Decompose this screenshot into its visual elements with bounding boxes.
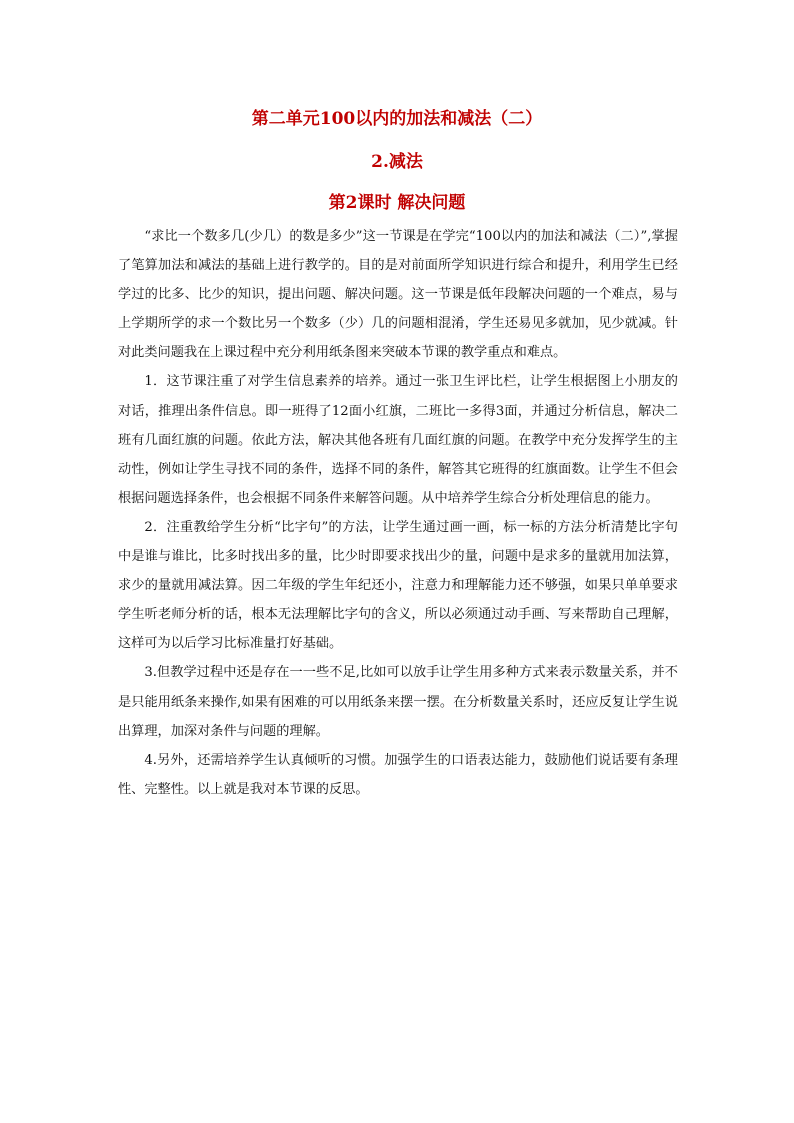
paragraph-point-2: 2．注重教给学生分析“比字句”的方法，让学生通过画一画，标一标的方法分析清楚比字句中是谁与谁比，比多时找出多的量，比少时即要求找出少的量，问题中是求多的量就用加法算，求少的量就用减法算。因二年级的学生年纪还小，注意力和理解能力还不够强，如果只单单要求学生听老师分析的话，根本无法理解比字句的含义，所以必须通过动手画、写来帮助自己理解，这样可为以后学习比标准量打好基础。: [118, 519, 678, 652]
paragraph-intro: “求比一个数多几(少几）的数是多少”这一节课是在学完“100以内的加法和减法（二）”,掌握了笔算加法和减法的基础上进行教学的。目的是对前面所学知识进行综合和提升，利用学生已经学过的比多、比少的知识，提出问题、解决问题。这一节课是低年段解决问题的一个难点，易与上学期所学的求一个数比另一个数多（少）几的问题相混淆，学生还易见多就加，见少就减。针对此类问题我在上课过程中充分利用纸条图来突破本节课的教学重点和难点。: [118, 229, 678, 361]
paragraph-point-4: 4.另外，还需培养学生认真倾听的习惯。加强学生的口语表达能力，鼓励他们说话要有条理性、完整性。以上就是我对本节课的反思。: [118, 752, 678, 797]
lesson-title: 第2课时 解决问题: [328, 193, 466, 213]
paragraph-point-3: 3.但教学过程中还是存在一一些不足,比如可以放手让学生用多种方式来表示数量关系，并不是只能用纸条来操作,如果有困难的可以用纸条来摆一摆。在分析数量关系时，还应反复让学生说出算理，加深对条件与问题的理解。: [118, 665, 678, 739]
section-subtitle: 2.减法: [371, 152, 423, 172]
paragraph-point-1: 1．这节课注重了对学生信息素养的培养。通过一张卫生评比栏，让学生根据图上小朋友的对话，推理出条件信息。即一班得了12面小红旗，二班比一多得3面，并通过分析信息，解决二班有几面红旗的问题。依此方法，解决其他各班有几面红旗的问题。在教学中充分发挥学生的主动性，例如让学生寻找不同的条件，选择不同的条件，解答其它班得的红旗面数。让学生不但会根据问题选择条件，也会根据不同条件来解答问题。从中培养学生综合分析处理信息的能力。: [118, 374, 678, 506]
document-body: [118, 222, 678, 804]
unit-title: 第二单元100以内的加法和减法（二）: [251, 109, 543, 129]
